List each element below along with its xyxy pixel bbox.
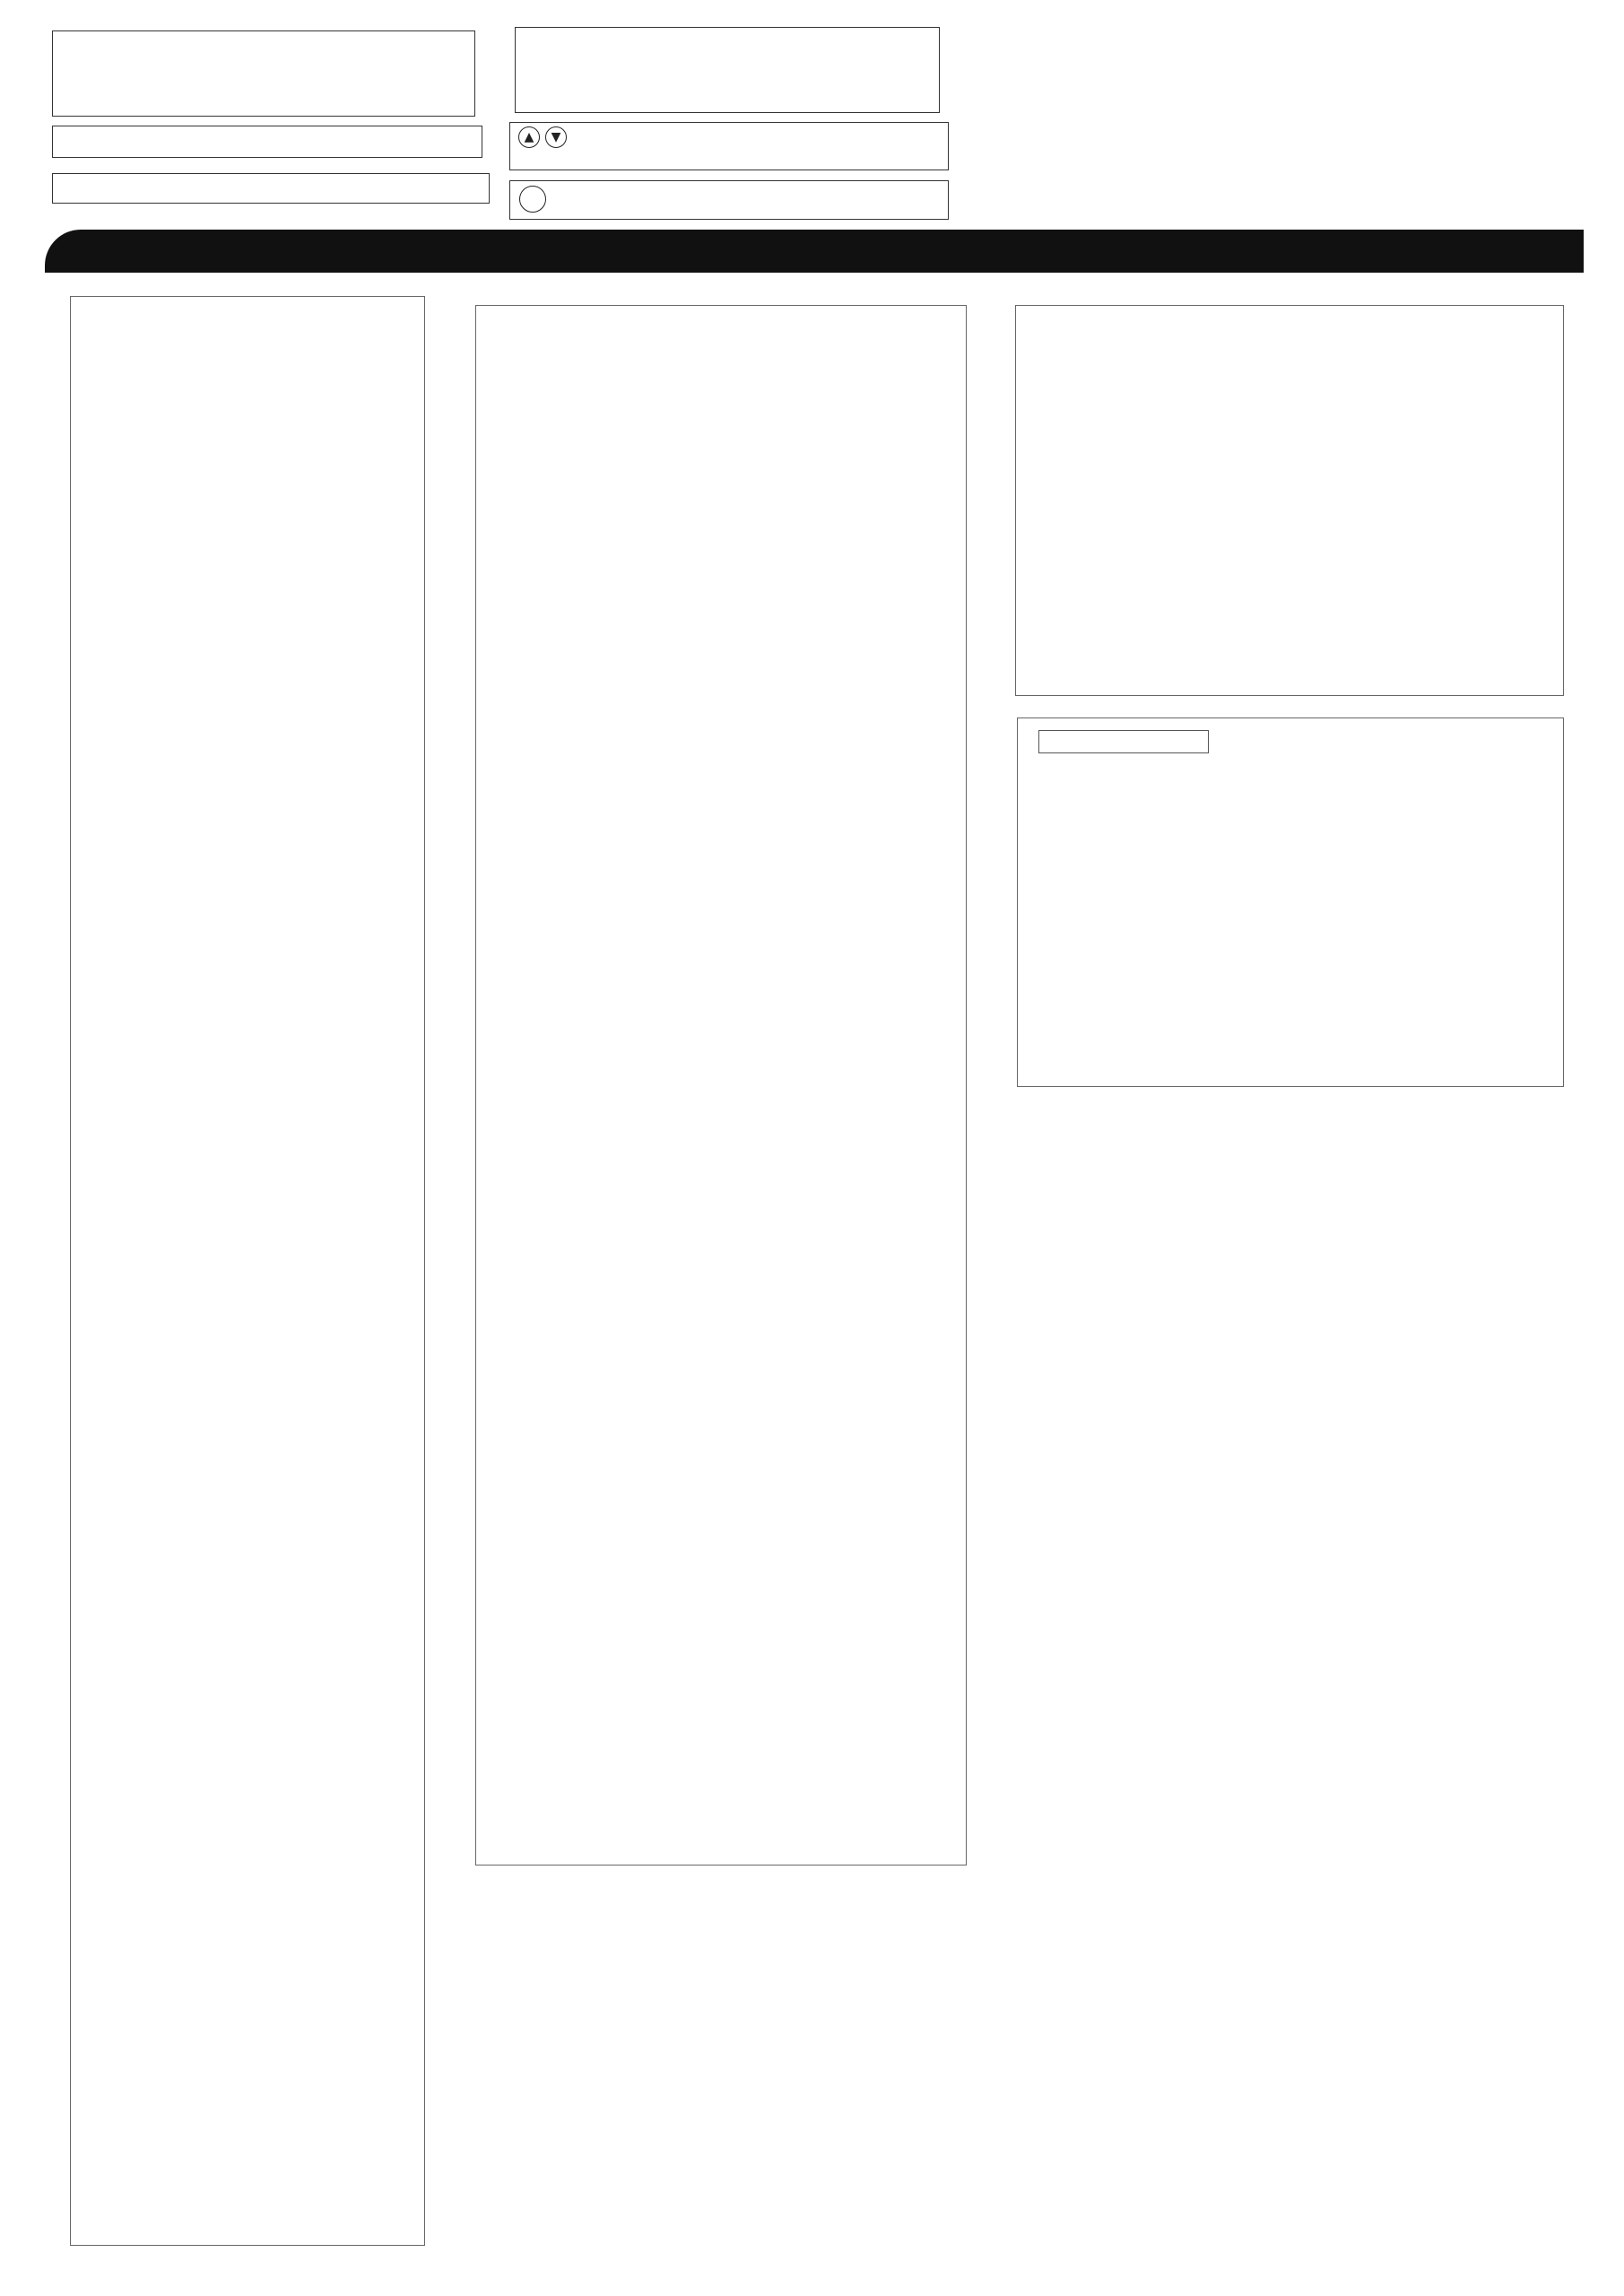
up-key-icon: ▲ <box>518 126 540 148</box>
down-key-icon: ▼ <box>545 126 567 148</box>
